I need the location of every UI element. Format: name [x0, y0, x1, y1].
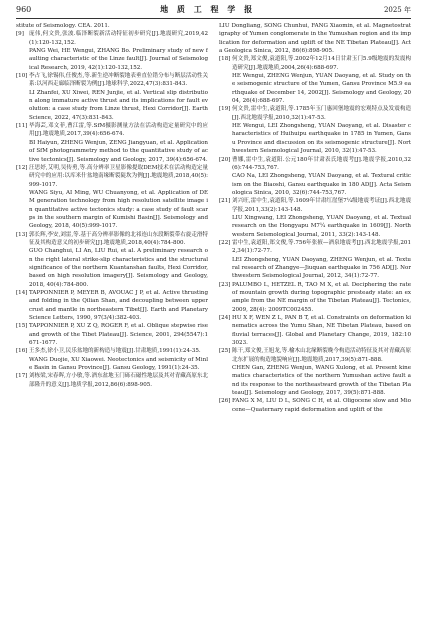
reference-number: [19]	[219, 106, 231, 113]
reference-number: [26]	[219, 398, 231, 405]
reference-entry	[16, 122, 208, 164]
reference-number: [11]	[16, 123, 28, 130]
reference-text: 陈干,郑文俊,王旭龙,等.榆木山北缘断裂晚今构造活动特征及其对青藏高原北东扩展的构造地貌响应[J].地震地质,2017,39(5):871-888.	[232, 348, 411, 363]
reference-entry	[16, 231, 208, 289]
reference-entry	[219, 197, 411, 239]
reference-continuation: stitute of Seismology. CEA. 2011.	[16, 23, 110, 29]
reference-entry	[219, 156, 411, 198]
reference-number: [16]	[16, 348, 28, 355]
reference-text: BI Haiyun, ZHENG Wenjun, ZENG Jiangyuan, et al. Application of SfM photogrammetry method to the quantitative study of active tectonics[J]. Seismology and Geology, 2017, 39(4):656-674.	[29, 139, 208, 163]
reference-entry	[219, 397, 411, 414]
reference-text: WANG Siyu, AI Ming, WU Chuanyong, et al. Application of DEM generation technology from high resolution satellite image in quantitative active tectonics study: a case study of fault scarps in the southern margin of Kumishi Basin[J]. Seismology and Geology, 2018, 40(5):999-1017.	[29, 189, 208, 230]
reference-text: 汪思妤,艾明,吴传勇,等.高分辨率卫星影像提取DEM技术在活动构造定量研究中的应用:以库米什盆地南缘断裂陡坎为例[J].地震地质,2018,40(5):999-1017.	[29, 164, 208, 188]
right-column	[219, 22, 411, 618]
reference-text: LIU Xingwang, LEI Zhongsheng, YUAN Daoyang, et al. Textual research on the Hongyapu M7¼ earthquake in 1609[J]. Northwestern Seismological Journal, 2011, 33(2):143-148.	[232, 214, 411, 238]
reference-text: HE Wengui, LEI Zhongsheng, YUAN Daoyang, et al. Disaster characteristics of Huihuipu earthquake in 1785 in Yumen, Gansu Province and discussion on its seismogenic structure[J]. Northwestern Seismological Journal, 2010, 32(1):47-53.	[232, 123, 411, 155]
reference-text: CHEN Gan, ZHENG Wenjun, WANG Xulong, et al. Present kinematics characteristics of the northern Yumushan active fault and its response to the northeastward growth of the Tibetan Plateau[J]. Seismology and Geology, 2017, 39(5):871-888.	[232, 365, 411, 397]
reference-text: FANG X M, LIU D L, SONG C H, et al. Oligocene slow and Miocene—Quaternary rapid deformation and uplift of the	[232, 398, 411, 413]
reference-entry	[219, 281, 411, 314]
reference-number: [17]	[16, 373, 28, 380]
reference-text: CAO Na, LEI Zhongsheng, YUAN Daoyang, et al. Textural criticism on the Biaoshi, Gansu earthquake in 180 AD[J]. Acta Seismologica Sinica, 2010, 32(6):744-753,767.	[232, 173, 411, 196]
reference-text: 何文贵,郑文俊,袁道阳,等.2002年12月14日甘肃玉门5.9级地震的发震构造研究[J].地震地质,2004,26(4):688-697.	[232, 56, 411, 71]
reference-text: 雷中生,袁道阳,郑文俊,等.756年张掖—酒泉地震考[J].西北地震学报,2012,34(1):72-77.	[232, 239, 411, 255]
reference-entry	[16, 30, 208, 72]
reference-number: [23]	[219, 281, 231, 288]
reference-number: [13]	[16, 231, 28, 238]
year: 2025 年	[383, 6, 411, 14]
reference-entry	[219, 105, 411, 155]
reference-entry	[16, 164, 208, 231]
reference-text: 刘栋梁,宋春晖,方小敏,等.酒东盆地玉门砾石磁性地层及其对青藏高原东北部隆升的意义[J].地质学报,2012,86(6):898-905.	[29, 373, 208, 388]
reference-text: TAPPONNIER P, XU Z Q, ROGER F, et al. Oblique stepwise rise and growth of the Tibet Plateau[J]. Science, 2001, 294(5547):1671-1677.	[29, 323, 208, 347]
reference-text: GUO Changhui, LI An, LIU Rui, et al. A preliminary research on the right lateral strike-slip characteristics and the structural significance of the northern Kuantanshan faults, Hexi Corridor, based on high resolution imagery[J]. Seismology and Geology, 2018, 40(4):784-800.	[29, 248, 208, 288]
reference-text: 李占飞,徐锡伟,任俊杰,等.新生逆冲断裂地表垂直位错分布与断层活动性关系:以河西走廊临泽断裂为例[J].地球科学,2022,47(3):831-843.	[29, 73, 208, 88]
reference-entry	[219, 347, 411, 397]
reference-number: [18]	[219, 56, 231, 63]
reference-text: 刘兴旺,雷中生,袁道阳,等.1609年甘肃红崖堡7¼级地震考证[J].西北地震学报,2011,33(2):143-148.	[232, 198, 411, 213]
reference-number: [20]	[219, 156, 231, 163]
page-number: 960	[16, 5, 32, 14]
reference-entry	[16, 347, 208, 372]
reference-entry	[219, 314, 411, 347]
reference-text: HU X F, WEN Z L, PAN B T, et al. Constraints on deformation kinematics across the Yumu Shan, NE Tibetan Plateau, based on fluvial terraces[J]. Global and Planetary Change, 2019, 182:103023.	[232, 315, 411, 347]
reference-number: [21]	[219, 198, 231, 205]
journal-title: 地 质 工 程 学 报	[160, 4, 256, 14]
reference-number: [12]	[16, 164, 28, 171]
reference-number: [24]	[219, 315, 231, 322]
reference-text: 郭长辉,李安,刘雷,等.基于高分辨率影像的北祁连山东段断裂带右旋走滑特征及其构造意义的初步研究[J].地震地质,2018,40(4):784-800.	[29, 231, 208, 246]
reference-entry	[16, 372, 208, 389]
reference-number: [25]	[219, 348, 231, 355]
reference-text: HE Wengui, ZHENG Wenjun, YUAN Daoyang, et al. Study on the seismogenic structure of the Yumen, Gansu Province M5.9 earthquake of December 14, 2002[J]. Seismology and Geology, 2004, 26(4):688-697.	[232, 73, 411, 105]
left-column	[16, 22, 208, 618]
reference-number: [22]	[219, 239, 231, 246]
reference-text: PALUMBO L, HETZEL R, TAO M X, et al. Deciphering the rate of mountain growth during topographic presteady state: an example from the NE margin of the Tibetan Plateau[J]. Tectonics, 2009, 28(4): 2009TC002455.	[232, 281, 411, 313]
reference-number: [9]	[16, 31, 24, 38]
reference-text: 毕海芸,邓文菲,曹江雷,等.SfM摄影测量方法在活动构造定量研究中的应用[J].地震地质,2017,39(4):656-674.	[29, 123, 208, 138]
reference-entry	[219, 239, 411, 281]
reference-number: [15]	[16, 323, 28, 330]
reference-number: [10]	[16, 73, 28, 80]
reference-entry	[16, 322, 208, 347]
reference-entry	[219, 55, 411, 105]
running-header	[16, 4, 411, 19]
reference-text: 曹娜,雷中生,袁道阳.公元180年甘肃表氏地震考[J].地震学报,2010,32(6):744-753,767.	[232, 156, 411, 171]
reference-entry	[16, 289, 208, 322]
reference-text: 何文贵,雷中生,袁道阳,等.1785年玉门惠回堡地震的宏观特点及发震构造[J].西北地震学报,2010,32(1):47-53.	[232, 106, 411, 121]
reference-text: PANG Wei, HE Wengui, ZHANG Bo. Preliminary study of new faulting characteristic of the Linze fault[J]. Journal of Seismological Research, 2019, 42(1):120-132,152.	[29, 48, 208, 71]
reference-text: LI Zhanfei, XU Xiwei, REN Junjie, et al. Vertical slip distribution along immature active thrust and its implications for fault evolution: a case study from Linze thrust, Hexi Corridor[J]. Earth Science, 2022, 47(3):831-843.	[29, 89, 208, 121]
reference-text: WANG Duojie, XU Xiaowei. Neotectonics and seismicity of Minle Basin in Gansu Province[J]. Gansu Geology, 1991(1):24-35.	[29, 356, 208, 372]
reference-continuation: LIU Dongliang, SONG Chunhui, FANG Xiaomin, et al. Magnetostratigraphy of Yumen conglomerate in the Yumushan region and its implication for deformation and uplift of the NE Tibetan Plateau[J]. Acta Geologica Sinica, 2012, 86(6):898-905.	[219, 23, 411, 55]
reference-text: TAPPONNIER P, MEYER B, AVOUAC J P, et al. Active thrusting and folding in the Qilian Shan, and decoupling between upper crust and mantle in northeastern Tibet[J]. Earth and Planetary Science Letters, 1990, 97(3/4):382-403.	[29, 290, 208, 322]
reference-text: 庞伟,何文贵,张波.临泽断裂新活动特征初步研究[J].地震研究,2019,42(1):120-132,152.	[29, 31, 208, 46]
reference-text: 王多杰,徐小卫,民乐盆地的新构造与地震[J].甘肃地质,1991(1):24-35.	[29, 348, 201, 355]
reference-text: LEI Zhongsheng, YUAN Daoyang, ZHENG Wenjun, et al. Textural research of Zhangye—Jiuquan earthquake in 756 AD[J]. Northwestern Seismological Journal, 2012, 34(1):72-77.	[232, 256, 411, 280]
reference-entry	[16, 72, 208, 122]
reference-number: [14]	[16, 290, 28, 296]
